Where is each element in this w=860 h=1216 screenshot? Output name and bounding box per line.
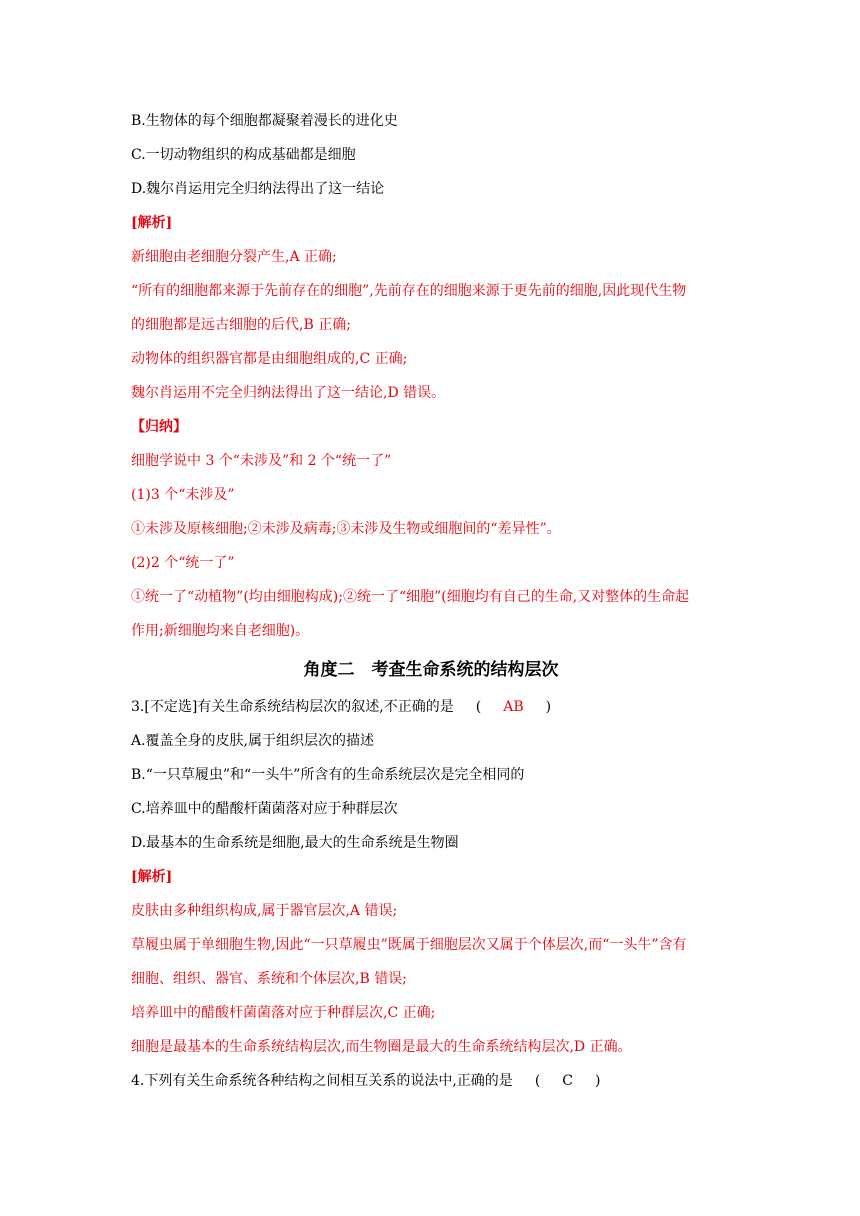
- q2-analysis-line: 魏尔肖运用不完全归纳法得出了这一结论,D 错误。: [131, 385, 446, 401]
- section-heading: 角度二 考查生命系统的结构层次: [303, 660, 559, 680]
- q3-option: D.最基本的生命系统是细胞,最大的生命系统是生物圈: [131, 835, 459, 851]
- summary-line: ①统一了“动植物”(均由细胞构成);②统一了“细胞”(细胞均有自己的生命,又对整体的生命起: [131, 589, 690, 605]
- document-page: [131, 104, 731, 1098]
- q4-stem: 4.下列有关生命系统各种结构之间相互关系的说法中,正确的是: [131, 1073, 513, 1089]
- q2-analysis-line: 动物体的组织器官都是由细胞组成的,C 正确;: [131, 351, 408, 367]
- q3-option: C.培养皿中的醋酸杆菌菌落对应于种群层次: [131, 801, 398, 817]
- q3-analysis-line: 皮肤由多种组织构成,属于器官层次,A 错误;: [131, 903, 398, 919]
- q4-stem-row: [131, 1064, 731, 1098]
- q3-analysis-line: 细胞、组织、器官、系统和个体层次,B 错误;: [131, 971, 407, 987]
- q3-answer: AB: [503, 699, 524, 715]
- q3-analysis-line: 培养皿中的醋酸杆菌菌落对应于种群层次,C 正确;: [131, 1005, 436, 1021]
- q3-analysis-line: 草履虫属于单细胞生物,因此“一只草履虫”既属于细胞层次又属于个体层次,而“一头牛”含有: [131, 937, 687, 953]
- q2-analysis-line: “所有的细胞都来源于先前存在的细胞”,先前存在的细胞来源于更先前的细胞,因此现代生物: [131, 283, 687, 299]
- q4-answer-paren: [535, 1064, 601, 1098]
- summary-line: (2)2 个“统一了”: [131, 555, 235, 571]
- q2-analysis-line: 的细胞都是远古细胞的后代,B 正确;: [131, 317, 351, 333]
- q3-analysis-label: [解析]: [131, 869, 173, 885]
- summary-line: 细胞学说中 3 个“未涉及”和 2 个“统一了”: [131, 453, 392, 469]
- q3-stem: 3.[不定选]有关生命系统结构层次的叙述,不正确的是: [131, 699, 454, 715]
- q2-option-c: C.一切动物组织的构成基础都是细胞: [131, 147, 356, 163]
- q4-answer: C: [562, 1073, 573, 1089]
- q3-option: A.覆盖全身的皮肤,属于组织层次的描述: [131, 733, 375, 749]
- summary-label: 【归纳】: [131, 419, 187, 435]
- summary-line: 作用;新细胞均来自老细胞)。: [131, 623, 310, 639]
- q3-stem-row: [131, 690, 731, 724]
- q4-paren-close: ): [595, 1073, 601, 1089]
- q2-analysis-line: 新细胞由老细胞分裂产生,A 正确;: [131, 249, 337, 265]
- q3-paren-close: ): [545, 699, 552, 715]
- q4-paren-open: (: [534, 1073, 541, 1089]
- q2-analysis-label: [解析]: [131, 215, 173, 231]
- q3-answer-paren: [476, 690, 551, 724]
- summary-line: ①未涉及原核细胞;②未涉及病毒;③未涉及生物或细胞间的“差异性”。: [131, 521, 561, 537]
- q3-analysis-line: 细胞是最基本的生命系统结构层次,而生物圈是最大的生命系统结构层次,D 正确。: [131, 1039, 632, 1055]
- summary-line: (1)3 个“未涉及”: [131, 487, 235, 503]
- q2-option-d: D.魏尔肖运用完全归纳法得出了这一结论: [131, 181, 385, 197]
- q3-option: B.“一只草履虫”和“一头牛”所含有的生命系统层次是完全相同的: [131, 767, 525, 783]
- q3-paren-open: (: [475, 699, 482, 715]
- q2-option-b: B.生物体的每个细胞都凝聚着漫长的进化史: [131, 113, 398, 129]
